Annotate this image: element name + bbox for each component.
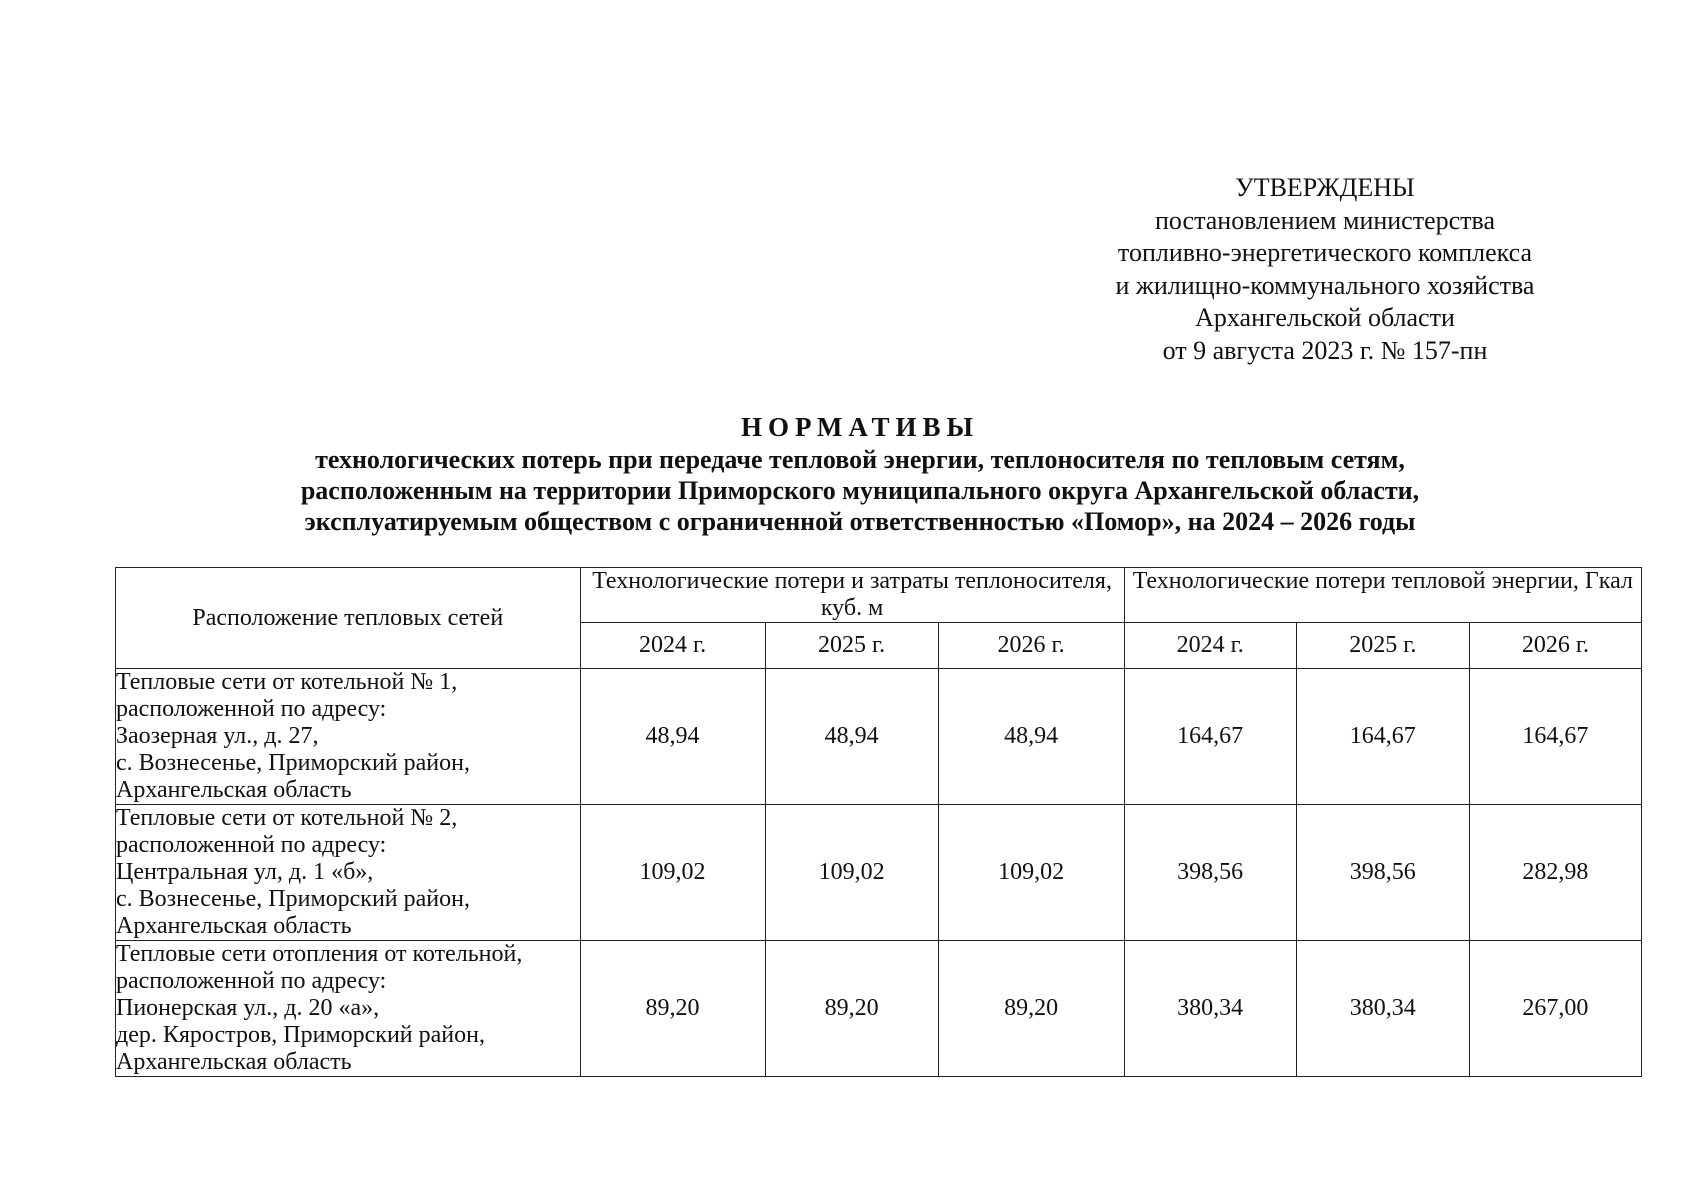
location-line: Тепловые сети от котельной № 2, [116, 805, 458, 831]
location-cell [116, 669, 581, 805]
location-line: Тепловые сети от котельной № 1, [116, 669, 458, 695]
location-line: расположенной по адресу: [116, 696, 387, 722]
location-header: Расположение тепловых сетей [116, 568, 581, 669]
approval-block [1075, 172, 1575, 367]
table-row [116, 805, 1642, 941]
value-cell: 164,67 [1124, 669, 1296, 805]
value-cell: 48,94 [765, 669, 938, 805]
location-cell [116, 941, 581, 1077]
title-line: расположенным на территории Приморского муниципального округа Архангельской области, [300, 476, 1420, 505]
location-line: Центральная ул, д. 1 «б», [116, 859, 374, 885]
approval-line: и жилищно-коммунального хозяйства [1115, 270, 1535, 300]
location-cell [116, 805, 581, 941]
approval-line: УТВЕРЖДЕНЫ [1235, 173, 1415, 202]
approval-line: постановлением министерства [1154, 205, 1496, 235]
table-row [116, 669, 1642, 805]
location-line: Заозерная ул., д. 27, [116, 723, 319, 749]
table-row [116, 941, 1642, 1077]
location-line: Архангельская область [116, 777, 352, 803]
title-line: эксплуатируемым обществом с ограниченной ответственностью «Помор», на 2024 – 2026 годы [304, 507, 1416, 536]
location-line: Архангельская область [116, 1049, 352, 1075]
value-cell: 109,02 [580, 805, 765, 941]
value-cell: 267,00 [1469, 941, 1641, 1077]
value-cell: 109,02 [765, 805, 938, 941]
value-cell: 380,34 [1124, 941, 1296, 1077]
title-heading: НОРМАТИВЫ [740, 412, 980, 442]
location-line: с. Вознесенье, Приморский район, [116, 750, 470, 776]
year-header: 2025 г. [765, 623, 938, 669]
value-cell: 398,56 [1124, 805, 1296, 941]
value-cell: 48,94 [938, 669, 1124, 805]
approval-line: Архангельской области [1195, 303, 1455, 332]
location-line: Архангельская область [116, 913, 352, 939]
heat-losses-header: Технологические потери тепловой энергии, Гкал [1124, 568, 1641, 623]
year-header: 2024 г. [580, 623, 765, 669]
value-cell: 380,34 [1296, 941, 1469, 1077]
location-line: расположенной по адресу: [116, 968, 387, 994]
value-cell: 398,56 [1296, 805, 1469, 941]
value-cell: 282,98 [1469, 805, 1641, 941]
value-cell: 164,67 [1296, 669, 1469, 805]
value-cell: 89,20 [938, 941, 1124, 1077]
norms-table [115, 567, 1642, 1077]
location-line: Тепловые сети отопления от котельной, [116, 941, 523, 967]
title-line: технологических потерь при передаче тепловой энергии, теплоносителя по тепловым сетям, [315, 445, 1405, 474]
approval-line: от 9 августа 2023 г. № 157-пн [1162, 335, 1488, 365]
coolant-losses-header: Технологические потери и затраты теплоносителя, куб. м [580, 568, 1124, 623]
location-line: Пионерская ул., д. 20 «а», [116, 995, 380, 1021]
year-header: 2025 г. [1296, 623, 1469, 669]
value-cell: 164,67 [1469, 669, 1641, 805]
document-title [180, 410, 1540, 537]
year-header: 2026 г. [1469, 623, 1641, 669]
value-cell: 89,20 [765, 941, 938, 1077]
value-cell: 109,02 [938, 805, 1124, 941]
location-line: расположенной по адресу: [116, 832, 387, 858]
location-line: с. Вознесенье, Приморский район, [116, 886, 470, 912]
header-row [116, 568, 1642, 623]
location-line: дер. Кяростров, Приморский район, [116, 1022, 485, 1048]
year-header: 2026 г. [938, 623, 1124, 669]
value-cell: 89,20 [580, 941, 765, 1077]
approval-line: топливно-энергетического комплекса [1117, 238, 1533, 267]
year-header: 2024 г. [1124, 623, 1296, 669]
value-cell: 48,94 [580, 669, 765, 805]
